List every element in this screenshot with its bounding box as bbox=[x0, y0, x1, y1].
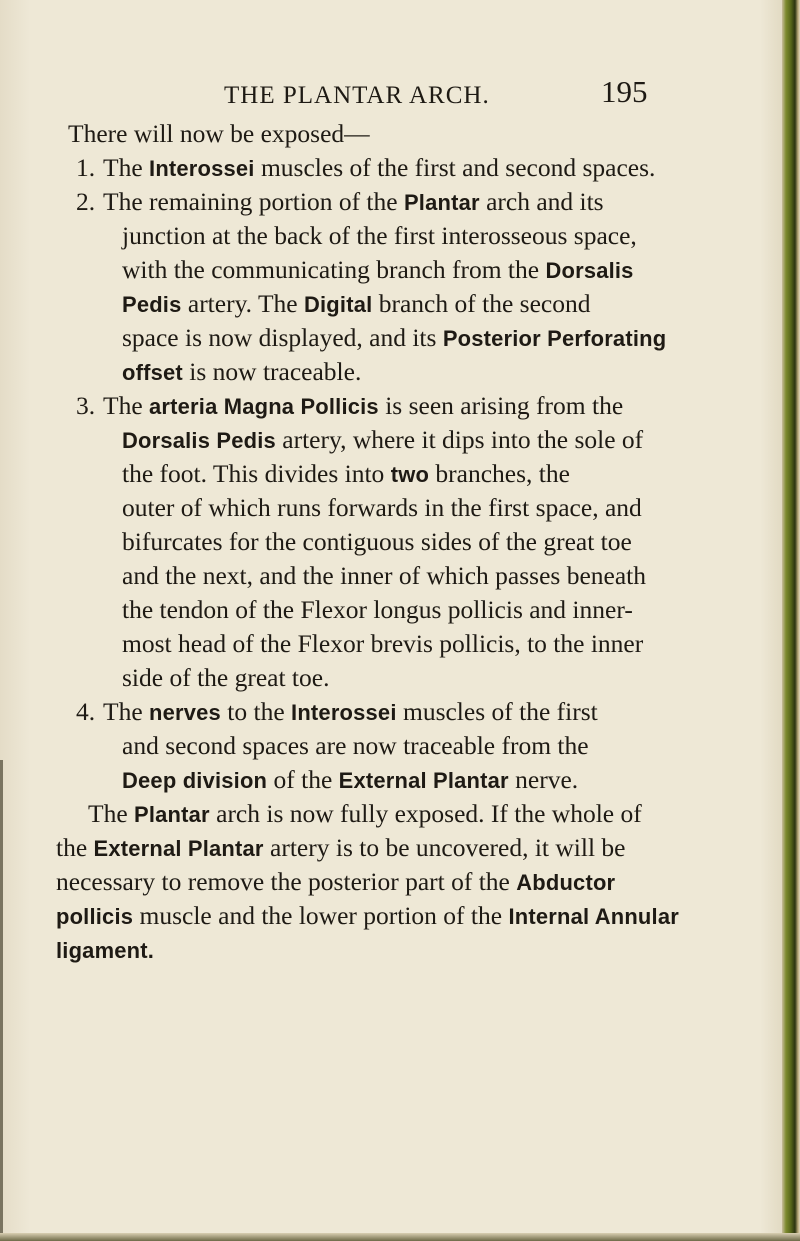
text-line bbox=[56, 559, 666, 593]
bold-term: Digital bbox=[303, 292, 373, 317]
text-line bbox=[56, 457, 666, 491]
text-run: of the bbox=[267, 765, 339, 794]
text-line bbox=[56, 423, 666, 457]
text-line bbox=[56, 321, 666, 355]
bold-term: pollicis bbox=[56, 904, 134, 929]
bold-term: Dorsalis Pedis bbox=[122, 428, 276, 453]
text-line bbox=[56, 219, 666, 253]
text-run: necessary to remove the posterior part of the bbox=[56, 867, 517, 896]
text-line bbox=[56, 661, 666, 695]
bold-term: Plantar bbox=[134, 802, 210, 827]
list-number: 4. bbox=[76, 697, 96, 726]
text-run: junction at the back of the first interosseous space, bbox=[122, 221, 637, 250]
text-run: branch of the second bbox=[372, 289, 591, 318]
text-run: the tendon of the Flexor longus pollicis and inner- bbox=[122, 595, 633, 624]
text-line bbox=[56, 593, 666, 627]
bold-term: External Plantar bbox=[93, 836, 264, 861]
bold-term: Posterior Perforating bbox=[442, 326, 667, 351]
bold-term: ligament. bbox=[56, 938, 155, 963]
text-run: artery is to be uncovered, it will be bbox=[263, 833, 626, 862]
list-number: 1. bbox=[76, 153, 96, 182]
page-edge-shadow bbox=[0, 760, 3, 1240]
text-line bbox=[56, 865, 666, 899]
text-line bbox=[56, 253, 666, 287]
text-run: The bbox=[103, 153, 150, 182]
text-run: artery, where it dips into the sole of bbox=[275, 425, 644, 454]
bold-term: Plantar bbox=[403, 190, 480, 215]
text-run: is seen arising from the bbox=[378, 391, 624, 420]
text-run: side of the great toe. bbox=[122, 663, 330, 692]
text-line bbox=[56, 389, 666, 423]
text-run: bifurcates for the contiguous sides of the great toe bbox=[122, 527, 632, 556]
bold-term: Internal Annular bbox=[508, 904, 679, 929]
text-run: muscles of the first and second spaces. bbox=[254, 153, 656, 182]
text-line bbox=[56, 695, 666, 729]
text-run: branches, the bbox=[429, 459, 570, 488]
bold-term: two bbox=[390, 462, 430, 487]
intro-line: There will now be exposed— bbox=[68, 119, 370, 148]
text-run: nerve. bbox=[508, 765, 579, 794]
bold-term: Interossei bbox=[149, 156, 255, 181]
text-line bbox=[56, 355, 666, 389]
text-line bbox=[56, 729, 666, 763]
text-line bbox=[56, 525, 666, 559]
bold-term: Interossei bbox=[291, 700, 397, 725]
text-line bbox=[56, 797, 666, 831]
bold-term: nerves bbox=[149, 700, 221, 725]
text-run: arch is now fully exposed. If the whole of bbox=[209, 799, 642, 828]
text-run: the bbox=[56, 833, 94, 862]
bold-term: External Plantar bbox=[338, 768, 509, 793]
text-line bbox=[56, 627, 666, 661]
text-run: muscle and the lower portion of the bbox=[133, 901, 509, 930]
text-run: is now traceable. bbox=[182, 357, 362, 386]
text-line bbox=[56, 151, 666, 185]
bold-term: arteria Magna Pollicis bbox=[149, 394, 379, 419]
text-line bbox=[56, 287, 666, 321]
text-run: The bbox=[103, 391, 150, 420]
text-lines bbox=[56, 151, 679, 967]
text-line bbox=[56, 933, 666, 967]
text-run: and the next, and the inner of which passes beneath bbox=[122, 561, 646, 590]
text-run: space is now displayed, and its bbox=[122, 323, 443, 352]
text-line bbox=[56, 763, 666, 797]
page-number: 195 bbox=[601, 74, 648, 109]
bold-term: Abductor bbox=[516, 870, 616, 895]
list-number: 3. bbox=[76, 391, 96, 420]
text-run: the foot. This divides into bbox=[122, 459, 391, 488]
text-line bbox=[56, 899, 679, 933]
book-spine-edge bbox=[782, 0, 800, 1241]
text-run: and second spaces are now traceable from the bbox=[122, 731, 589, 760]
text-line bbox=[56, 491, 666, 525]
text-run: with the communicating branch from the bbox=[122, 255, 546, 284]
text-line bbox=[56, 831, 666, 865]
text-run: most head of the Flexor brevis pollicis, to the inner bbox=[122, 629, 644, 658]
text-run: to the bbox=[220, 697, 292, 726]
text-run: The bbox=[103, 697, 150, 726]
text-run: outer of which runs forwards in the first space, and bbox=[122, 493, 642, 522]
text-run: artery. The bbox=[181, 289, 304, 318]
body-text bbox=[56, 117, 679, 967]
bold-term: Deep division bbox=[122, 768, 268, 793]
page-bottom-edge bbox=[0, 1233, 800, 1241]
list-number: 2. bbox=[76, 187, 96, 216]
text-run: arch and its bbox=[479, 187, 604, 216]
text-run: muscles of the first bbox=[396, 697, 598, 726]
bold-term: Pedis bbox=[122, 292, 182, 317]
text-run: The bbox=[88, 799, 135, 828]
bold-term: offset bbox=[122, 360, 183, 385]
bold-term: Dorsalis bbox=[545, 258, 634, 283]
text-line bbox=[56, 185, 666, 219]
running-header: THE PLANTAR ARCH. bbox=[224, 82, 490, 109]
text-run: The remaining portion of the bbox=[103, 187, 404, 216]
